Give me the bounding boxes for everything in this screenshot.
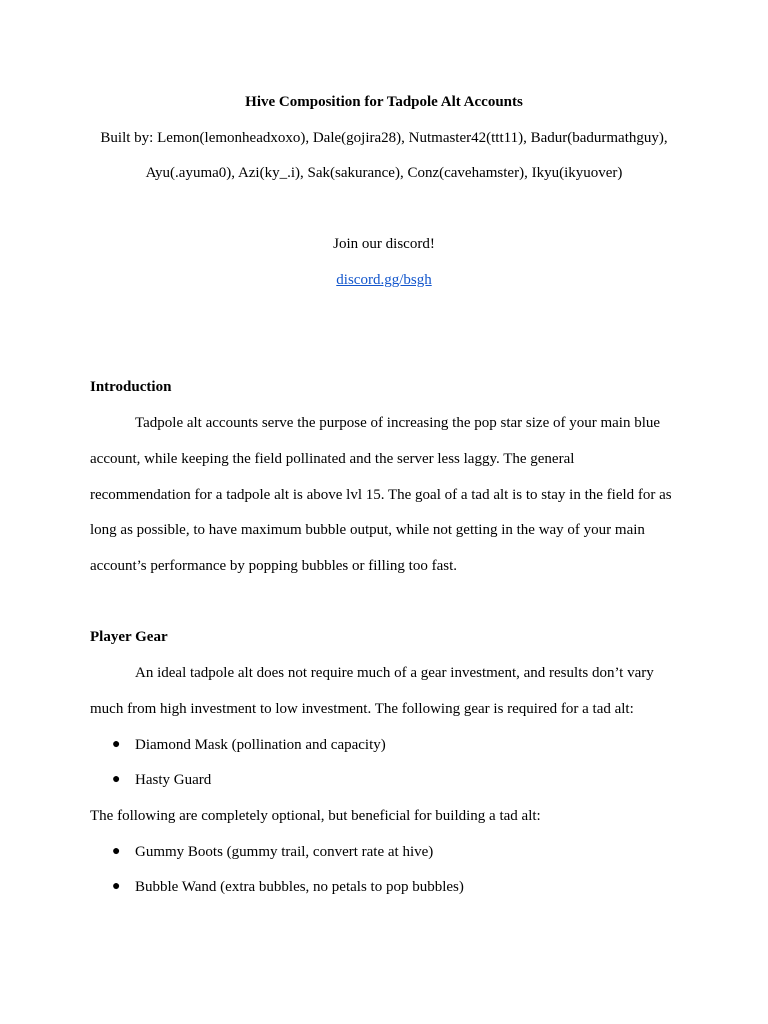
bullet-icon: ● bbox=[112, 844, 121, 859]
bullet-icon: ● bbox=[112, 772, 121, 787]
bullet-icon: ● bbox=[112, 737, 121, 752]
intro-paragraph-line: recommendation for a tadpole alt is above lvl 15. The goal of a tad alt is to stay in the field for as bbox=[90, 487, 672, 503]
credits-line-1: Built by: Lemon(lemonheadxoxo), Dale(gojira28), Nutmaster42(ttt11), Badur(badurmathguy), bbox=[100, 130, 668, 146]
intro-paragraph-line: long as possible, to have maximum bubble output, while not getting in the way of your main bbox=[90, 522, 645, 538]
gear-paragraph-line: much from high investment to low investment. The following gear is required for a tad alt: bbox=[90, 701, 634, 717]
intro-paragraph-line: account, while keeping the field pollinated and the server less laggy. The general bbox=[90, 451, 575, 467]
required-gear-item: Diamond Mask (pollination and capacity) bbox=[135, 737, 386, 753]
bullet-icon: ● bbox=[112, 879, 121, 894]
gear-paragraph-line: An ideal tadpole alt does not require much of a gear investment, and results don’t vary bbox=[135, 665, 654, 681]
document-title: Hive Composition for Tadpole Alt Accounts bbox=[245, 94, 523, 110]
introduction-heading: Introduction bbox=[90, 379, 172, 395]
discord-prompt: Join our discord! bbox=[333, 236, 435, 252]
player-gear-heading: Player Gear bbox=[90, 629, 168, 645]
intro-paragraph-line: account’s performance by popping bubbles or filling too fast. bbox=[90, 558, 457, 574]
discord-link[interactable]: discord.gg/bsgh bbox=[336, 272, 432, 288]
credits-line-2: Ayu(.ayuma0), Azi(ky_.i), Sak(sakurance), Conz(cavehamster), Ikyu(ikyuover) bbox=[145, 165, 623, 181]
discord-link-row bbox=[0, 270, 768, 290]
intro-paragraph-line: Tadpole alt accounts serve the purpose of increasing the pop star size of your main blue bbox=[135, 415, 661, 431]
optional-gear-item: Gummy Boots (gummy trail, convert rate at hive) bbox=[135, 844, 434, 860]
required-gear-item: Hasty Guard bbox=[135, 772, 212, 788]
optional-gear-item: Bubble Wand (extra bubbles, no petals to pop bubbles) bbox=[135, 879, 464, 895]
optional-gear-intro: The following are completely optional, but beneficial for building a tad alt: bbox=[90, 808, 541, 824]
